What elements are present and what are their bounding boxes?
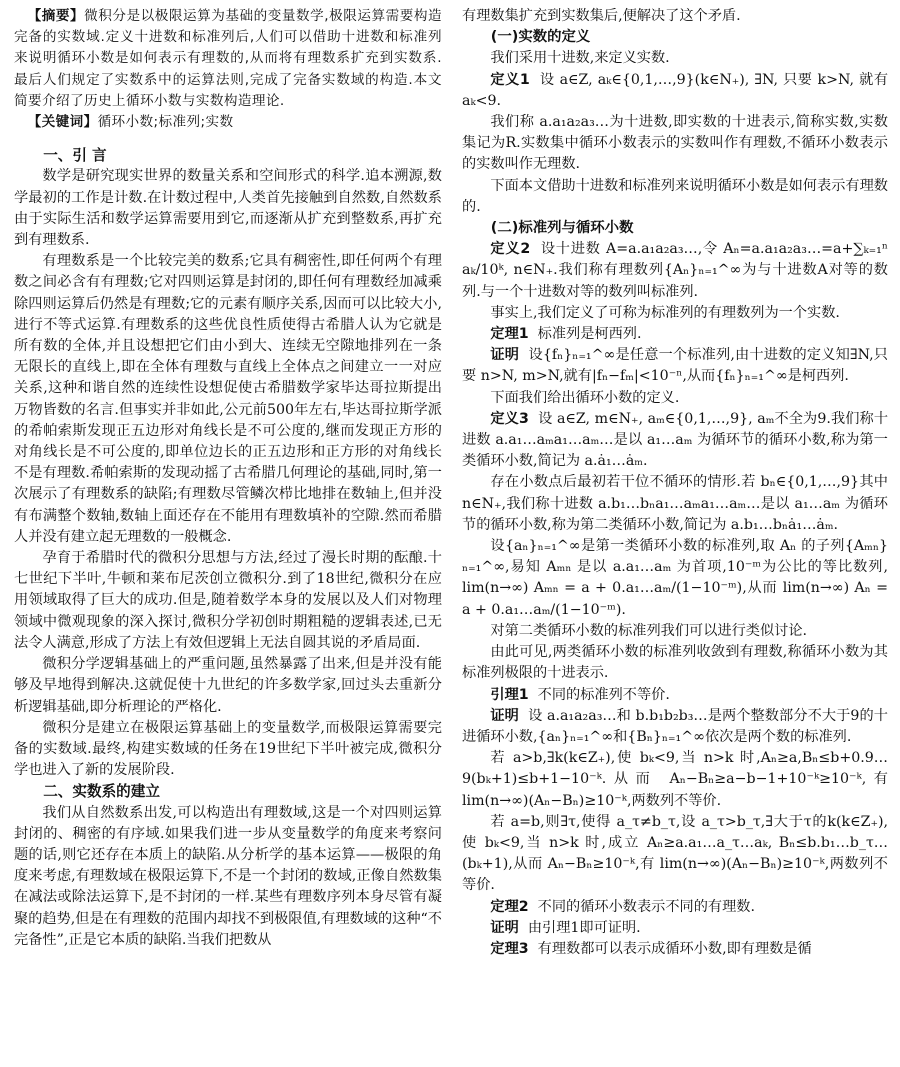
definition-2-text: 设十进数 A=a.a₁a₂a₃…,令 Aₙ=a.a₁a₂a₃…=a+∑ₖ₌₁ⁿ aₖ/10ᵏ, n∈N₊.我们称有理数列{Aₙ}ₙ₌₁^∞为与十进数A对等的数列.与一个十进数对等的数列叫标准列. [462, 241, 888, 300]
theorem-3-text: 有理数都可以表示成循环小数,即有理数是循 [537, 940, 812, 957]
proof-2-text: 设 a.a₁a₂a₃…和 b.b₁b₂b₃…是两个整数部分不大于9的十进循环小数,{aₙ}ₙ₌₁^∞和{Bₙ}ₙ₌₁^∞依次是两个数的标准列. [462, 707, 888, 745]
abstract-tag: 【摘要】 [27, 8, 85, 24]
proof-3 [462, 918, 888, 939]
theorem-3-label: 定理3 [490, 940, 529, 957]
proof-2-label: 证明 [490, 707, 519, 724]
definition-3-intro: 下面我们给出循环小数的定义. [490, 389, 680, 406]
proof-2 [462, 706, 888, 748]
subsection-1-intro: 我们采用十进数,来定义实数. [490, 50, 670, 67]
proof-1-text: 设{fₙ}ₙ₌₁^∞是任意一个标准列,由十进数的定义知∃N,只要 n>N, m>N,就有|fₙ−fₘ|<10⁻ⁿ,从而{fₙ}ₙ₌₁^∞是柯西列. [462, 347, 888, 385]
lemma-1 [462, 685, 888, 706]
section2-paragraph-1: 我们从自然数系出发,可以构造出有理数域,这是一个对四则运算封闭的、稠密的有序域.如果我们进一步从变量数学的角度来考察问题的话,则它还存在本质上的缺陷.从分析学的基本运算——极限的角度来考虑,有理数域在极限运算下,不是一个封闭的数域,正像自然数集在减法或除法运算下,是不封闭的一样.某些有理数序列本身尽管有凝聚的趋势,但是在有理数的范围内却找不到极限值,有理数域的这种“不完备性”,正是它本质的缺陷.当我们把数从 [14, 804, 442, 948]
subsection-1-heading: (一)实数的定义 [490, 29, 591, 46]
proof-3-text: 由引理1即可证明. [527, 919, 641, 936]
section1-paragraph-1: 数学是研究现实世界的数量关系和空间形式的科学.追本溯源,数学最初的工作是计数.在计数过程中,人类首先接触到自然数,自然数系由于实际生活和数学运算需要用到它,而逐渐从扩充到整数系,再扩充到有理数系. [14, 168, 442, 249]
abstract-text: 微积分是以极限运算为基础的变量数学,极限运算需要构造完备的实数域.定义十进数和标准列后,人们可以借助十进数和标准列来说明循环小数是如何表示有理数的,从而将有理数系扩充到实数系.最后人们规定了实数系中的运算法则,完成了完备实数域的构造.本文简要介绍了历史上循环小数与实数构造理论. [14, 8, 442, 109]
keywords-tag: 【关键词】 [27, 114, 98, 131]
definition-2-label: 定义2 [490, 241, 531, 258]
theorem-1-label: 定理1 [490, 326, 529, 343]
section1-paragraph-4: 微积分学逻辑基础上的严重问题,虽然暴露了出来,但是并没有能够及早地得到解决.这就促使十九世纪的许多数学家,回过头去重新分析逻辑基础,即分析理论的严格化. [14, 656, 442, 715]
definition-1-text: 设 a∈Z, aₖ∈{0,1,…,9}(k∈N₊), ∃N, 只要 k>N, 就有 aₖ<9. [462, 71, 889, 109]
section1-heading: 一、引 言 [43, 147, 107, 165]
subsection-2-heading: (二)标准列与循环小数 [490, 220, 634, 237]
section1-paragraph-3: 孕育于希腊时代的微积分思想与方法,经过了漫长时期的酝酿.十七世纪下半叶,牛顿和莱布尼茨创立微积分.到了18世纪,微积分在应用领域取得了巨大的成功.但是,随着数学本身的发展以及人们对物理领域中微观现象的深入探讨,微积分学初创时期粗糙的逻辑表述,已无法令人满意,形成了方法上有效但逻辑上无法自圆其说的矛盾局面. [14, 550, 442, 651]
proof-2-case-b: 若 a=b,则∃τ,使得 a_τ≠b_τ,设 a_τ>b_τ,∃大于τ的k(k∈Z₊),使 bₖ<9,当 n>k 时,成立 Aₙ≥a.a₁…a_τ…aₖ, Bₙ≤b.b₁…b_τ…(bₖ+1),从而 Aₙ−Bₙ≥10⁻ᵏ,有 lim(n→∞)(Aₙ−Bₙ)≥10⁻ᵏ,两数列不等价. [462, 813, 888, 894]
lemma-1-text: 不同的标准列不等价. [537, 686, 670, 703]
definition-3-conclusion: 由此可见,两类循环小数的标准列收敛到有理数,称循环小数为其标准列极限的十进表示. [462, 644, 888, 682]
definition-1-followup: 下面本文借助十进数和标准列来说明循环小数是如何表示有理数的. [462, 177, 888, 215]
definition-3-similar: 对第二类循环小数的标准列我们可以进行类似讨论. [490, 622, 808, 639]
section2-heading: 二、实数系的建立 [43, 783, 160, 801]
theorem-2-label: 定理2 [490, 898, 529, 915]
section1-paragraph-5: 微积分是建立在极限运算基础上的变量数学,而极限运算需要完备的实数域.最终,构建实数域的任务在19世纪下半叶被完成,微积分学也进入了新的发展阶段. [14, 719, 442, 779]
keywords [14, 112, 442, 133]
theorem-2-text: 不同的循环小数表示不同的有理数. [537, 898, 755, 915]
theorem-3 [462, 939, 888, 960]
proof-3-label: 证明 [490, 919, 519, 936]
section1-paragraph-2: 有理数系是一个比较完美的数系;它具有稠密性,即任何两个有理数之间必含有有理数;它对四则运算是封闭的,即任何有理数经加减乘除四则运算后仍然是有理数;它的元素有顺序关系,因而可以比较大小,进行不等式运算.有理数系的这些优良性质使得古希腊人认为它就是所有数的全体,并且设想把它们由小到大、连续无空隙地排列在一条无限长的直线上,即在全体有理数与直线上全体点之间建立一一对应关系,这种和谐自然的连续性设想促使古希腊数学家毕达哥拉斯提出万物皆数的名言.但事实并非如此,公元前500年左右,毕达哥拉斯学派的希帕索斯发现正五边形对角线长是不可公度的,继而发现正方形的对角线长是不可公度的,即单位边长的正五边形和正方形的对角线长不是有理数.希帕索斯的发现动摇了古希腊几何理论的基础,同时,第一次展示了有理数系的缺陷;有理数尽管鳞次栉比地排在数轴上,但并没有布满整个数轴,数轴上面还存在不能用有理数填补的空隙.然而希腊人并没有建立起无理数的一般概念. [14, 253, 442, 545]
definition-2-remark: 事实上,我们定义了可称为标准列的有理数列为一个实数. [490, 304, 840, 321]
definition-3 [462, 409, 888, 473]
definition-3-label: 定义3 [490, 410, 529, 427]
lemma-1-label: 引理1 [490, 686, 529, 703]
theorem-1 [462, 324, 888, 345]
definition-1 [462, 70, 888, 112]
theorem-1-text: 标准列是柯西列. [537, 326, 642, 343]
proof-2-case-a: 若 a>b,∃k(k∈Z₊),使 bₖ<9,当 n>k 时,Aₙ≥a,Bₙ≤b+0.9…9(bₖ+1)≤b+1−10⁻ᵏ.从而 Aₙ−Bₙ≥a−b−1+10⁻ᵏ≥10⁻ᵏ,有 lim(n→∞)(Aₙ−Bₙ)≥10⁻ᵏ,两数列不等价. [462, 750, 888, 809]
definition-3-second-type: 存在小数点后最初若干位不循环的情形.若 bₙ∈{0,1,…,9}其中 n∈N₊,我们称十进数 a.b₁…bₙa₁…aₘa₁…aₘ…是以 a₁…aₘ 为循环节的循环小数,称为第二类循环小数,简记为 a.b₁…bₙȧ₁…ȧₘ. [462, 474, 888, 533]
keywords-text: 循环小数;标准列;实数 [97, 114, 234, 131]
abstract [14, 6, 442, 112]
right-column [462, 6, 888, 960]
definition-1-explanation: 我们称 a.a₁a₂a₃…为十进数,即实数的十进表示,简称实数,实数集记为R.实数集中循环小数表示的实数叫作有理数,不循环小数表示的实数叫作无理数. [462, 114, 888, 173]
definition-2 [462, 239, 888, 303]
definition-3-text: 设 a∈Z, m∈N₊, aₘ∈{0,1,…,9}, aₘ不全为9.我们称十进数 a.a₁…aₘa₁…aₘ…是以 a₁…aₘ 为循环节的循环小数,称为第一类循环小数,简记为 a.ȧ₁…ȧₘ. [462, 410, 889, 470]
left-column [14, 6, 442, 951]
definition-3-limit: 设{aₙ}ₙ₌₁^∞是第一类循环小数的标准列,取 Aₙ 的子列{Aₘₙ}ₙ₌₁^∞,易知 Aₘₙ 是以 a.a₁…aₘ 为首项,10⁻ᵐ为公比的等比数列, lim(n→∞) Aₘₙ = a + 0.a₁…aₘ/(1−10⁻ᵐ),从而 lim(n→∞) Aₙ = a + 0.a₁…aₘ/(1−10⁻ᵐ). [462, 538, 888, 618]
proof-1 [462, 345, 888, 387]
section2-paragraph-1-continued: 有理数集扩充到实数集后,便解决了这个矛盾. [462, 8, 741, 24]
theorem-2 [462, 897, 888, 918]
definition-1-label: 定义1 [490, 71, 530, 88]
proof-1-label: 证明 [490, 347, 520, 364]
